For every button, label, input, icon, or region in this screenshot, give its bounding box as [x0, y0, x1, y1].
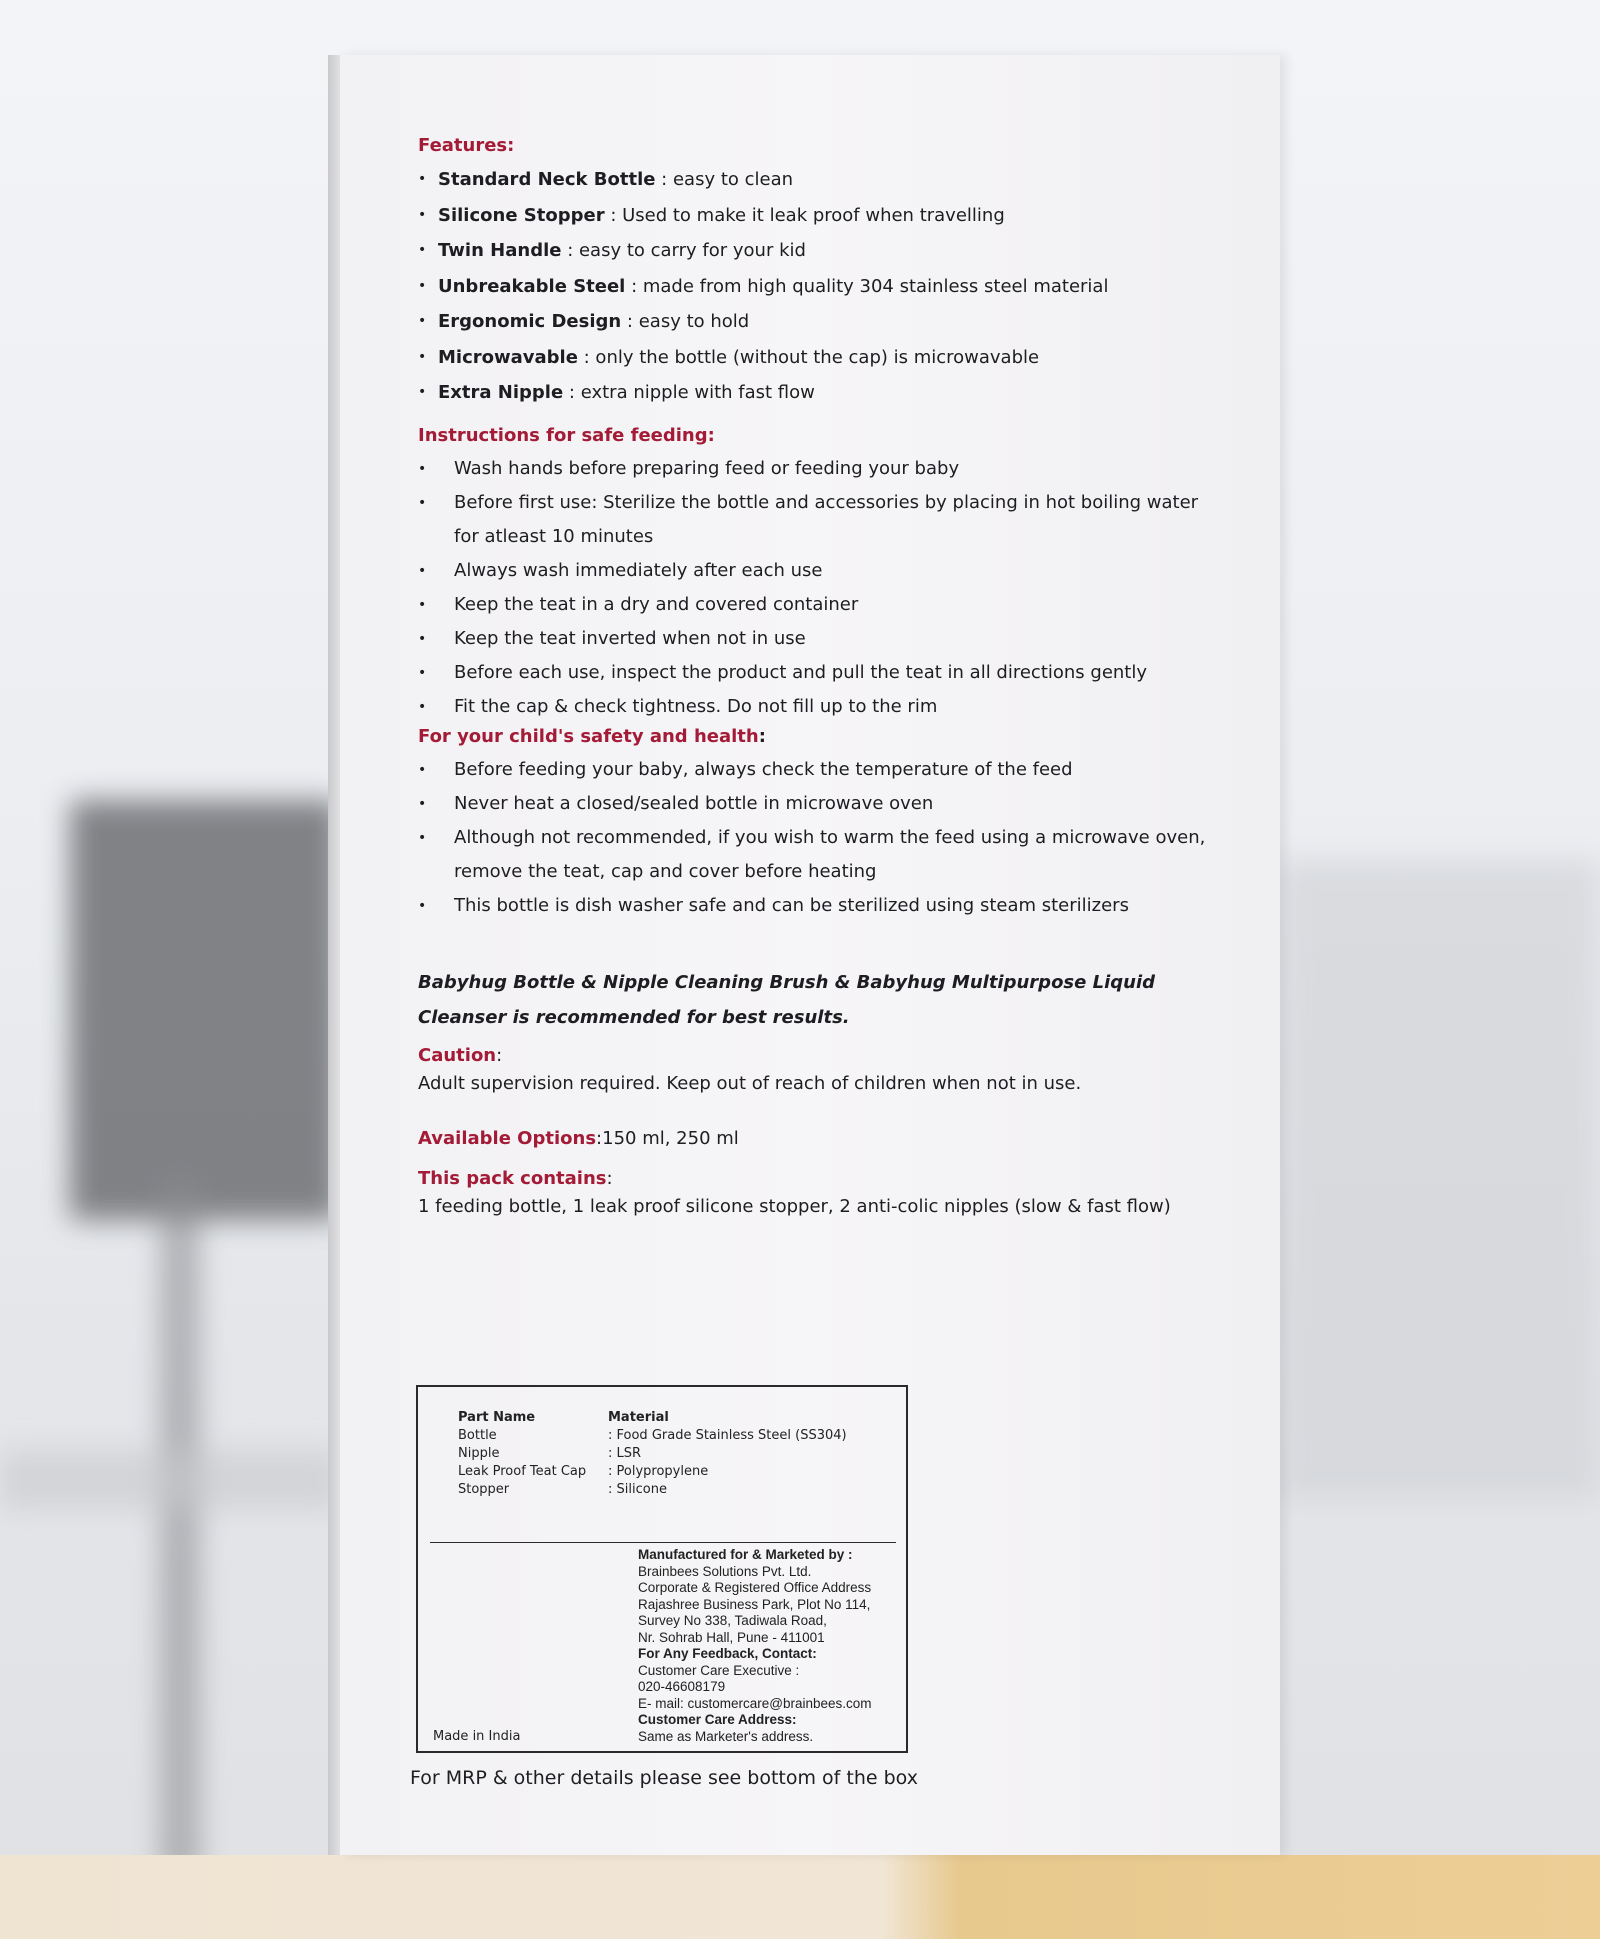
list-item: • Before first use: Sterilize the bottle and accessories by placing in hot boiling water for atleast 10 minutes [418, 486, 1218, 554]
safety-list [418, 753, 1218, 923]
background-lamp [70, 800, 340, 1220]
table-row: Stopper : Silicone [458, 1482, 667, 1497]
available-options: Available Options:150 ml, 250 ml [418, 1127, 739, 1149]
features-heading: Features: [418, 135, 515, 156]
list-item: • Twin Handle : easy to carry for your kid [418, 233, 1218, 269]
caution-heading: Caution: [418, 1044, 503, 1066]
footer-note: For MRP & other details please see bottom of the box [410, 1767, 918, 1789]
list-item: • Wash hands before preparing feed or feeding your baby [418, 452, 1218, 486]
spec-divider [430, 1542, 896, 1543]
instructions-list [418, 452, 1218, 724]
background-shelf [0, 1450, 340, 1510]
table-row: Nipple : LSR [458, 1446, 642, 1461]
list-item: • Ergonomic Design : easy to hold [418, 304, 1218, 340]
pack-heading: This pack contains: [418, 1167, 613, 1189]
background-lamp-pole [160, 1180, 200, 1880]
table-header-row [458, 1409, 847, 1427]
list-item: • Extra Nipple : extra nipple with fast flow [418, 375, 1218, 411]
list-item: • Fit the cap & check tightness. Do not fill up to the rim [418, 690, 1218, 724]
list-item: • Silicone Stopper : Used to make it leak proof when travelling [418, 198, 1218, 234]
list-item: • Microwavable : only the bottle (without the cap) is microwavable [418, 340, 1218, 376]
spec-panel [416, 1385, 908, 1753]
pack-contents-text: 1 feeding bottle, 1 leak proof silicone stopper, 2 anti-colic nipples (slow & fast flow) [418, 1195, 1171, 1217]
list-item: • Before feeding your baby, always check the temperature of the feed [418, 753, 1218, 787]
list-item: • Always wash immediately after each use [418, 554, 1218, 588]
list-item: • Keep the teat in a dry and covered container [418, 588, 1218, 622]
column-header-part: Part Name [458, 1410, 536, 1425]
caution-text: Adult supervision required. Keep out of reach of children when not in use. [418, 1072, 1082, 1094]
background-furniture [1280, 860, 1600, 1500]
safety-heading: For your child's safety and health: [418, 725, 766, 747]
column-header-material: Material [608, 1410, 669, 1425]
table-row: Bottle : Food Grade Stainless Steel (SS304) [458, 1428, 847, 1443]
list-item: • Standard Neck Bottle : easy to clean [418, 162, 1218, 198]
list-item: • Although not recommended, if you wish to warm the feed using a microwave oven, remove the teat, cap and cover before heating [418, 821, 1218, 889]
list-item: • Before each use, inspect the product and pull the teat in all directions gently [418, 656, 1218, 690]
table-row: Leak Proof Teat Cap : Polypropylene [458, 1464, 709, 1479]
list-item: • Unbreakable Steel : made from high quality 304 stainless steel material [418, 269, 1218, 305]
list-item: • Never heat a closed/sealed bottle in microwave oven [418, 787, 1218, 821]
made-in-label: Made in India [433, 1729, 521, 1744]
material-table [458, 1409, 847, 1499]
box-content [418, 135, 1218, 1224]
manufacturer-info: Manufactured for & Marketed by : Brainbees Solutions Pvt. Ltd. Corporate & Registered Office Address Rajashree Business Park, Plot No 114, Survey No 338, Tadiwala Road, Nr. Sohrab Hall, Pune - 411001 For Any Feedback, Contact: Customer Care Executive : 020-46608179 E- mail: customercare@brainbees.com Customer Care Address: Same as Marketer's address. [638, 1547, 872, 1744]
features-list [418, 162, 1218, 411]
instructions-heading: Instructions for safe feeding: [418, 424, 715, 446]
recommendation-text: Babyhug Bottle & Nipple Cleaning Brush & Babyhug Multipurpose Liquid Cleanser is recommended for best results. [418, 971, 1156, 1028]
list-item: • Keep the teat inverted when not in use [418, 622, 1218, 656]
list-item: • This bottle is dish washer safe and can be sterilized using steam sterilizers [418, 889, 1218, 923]
wooden-table [0, 1855, 1600, 1939]
